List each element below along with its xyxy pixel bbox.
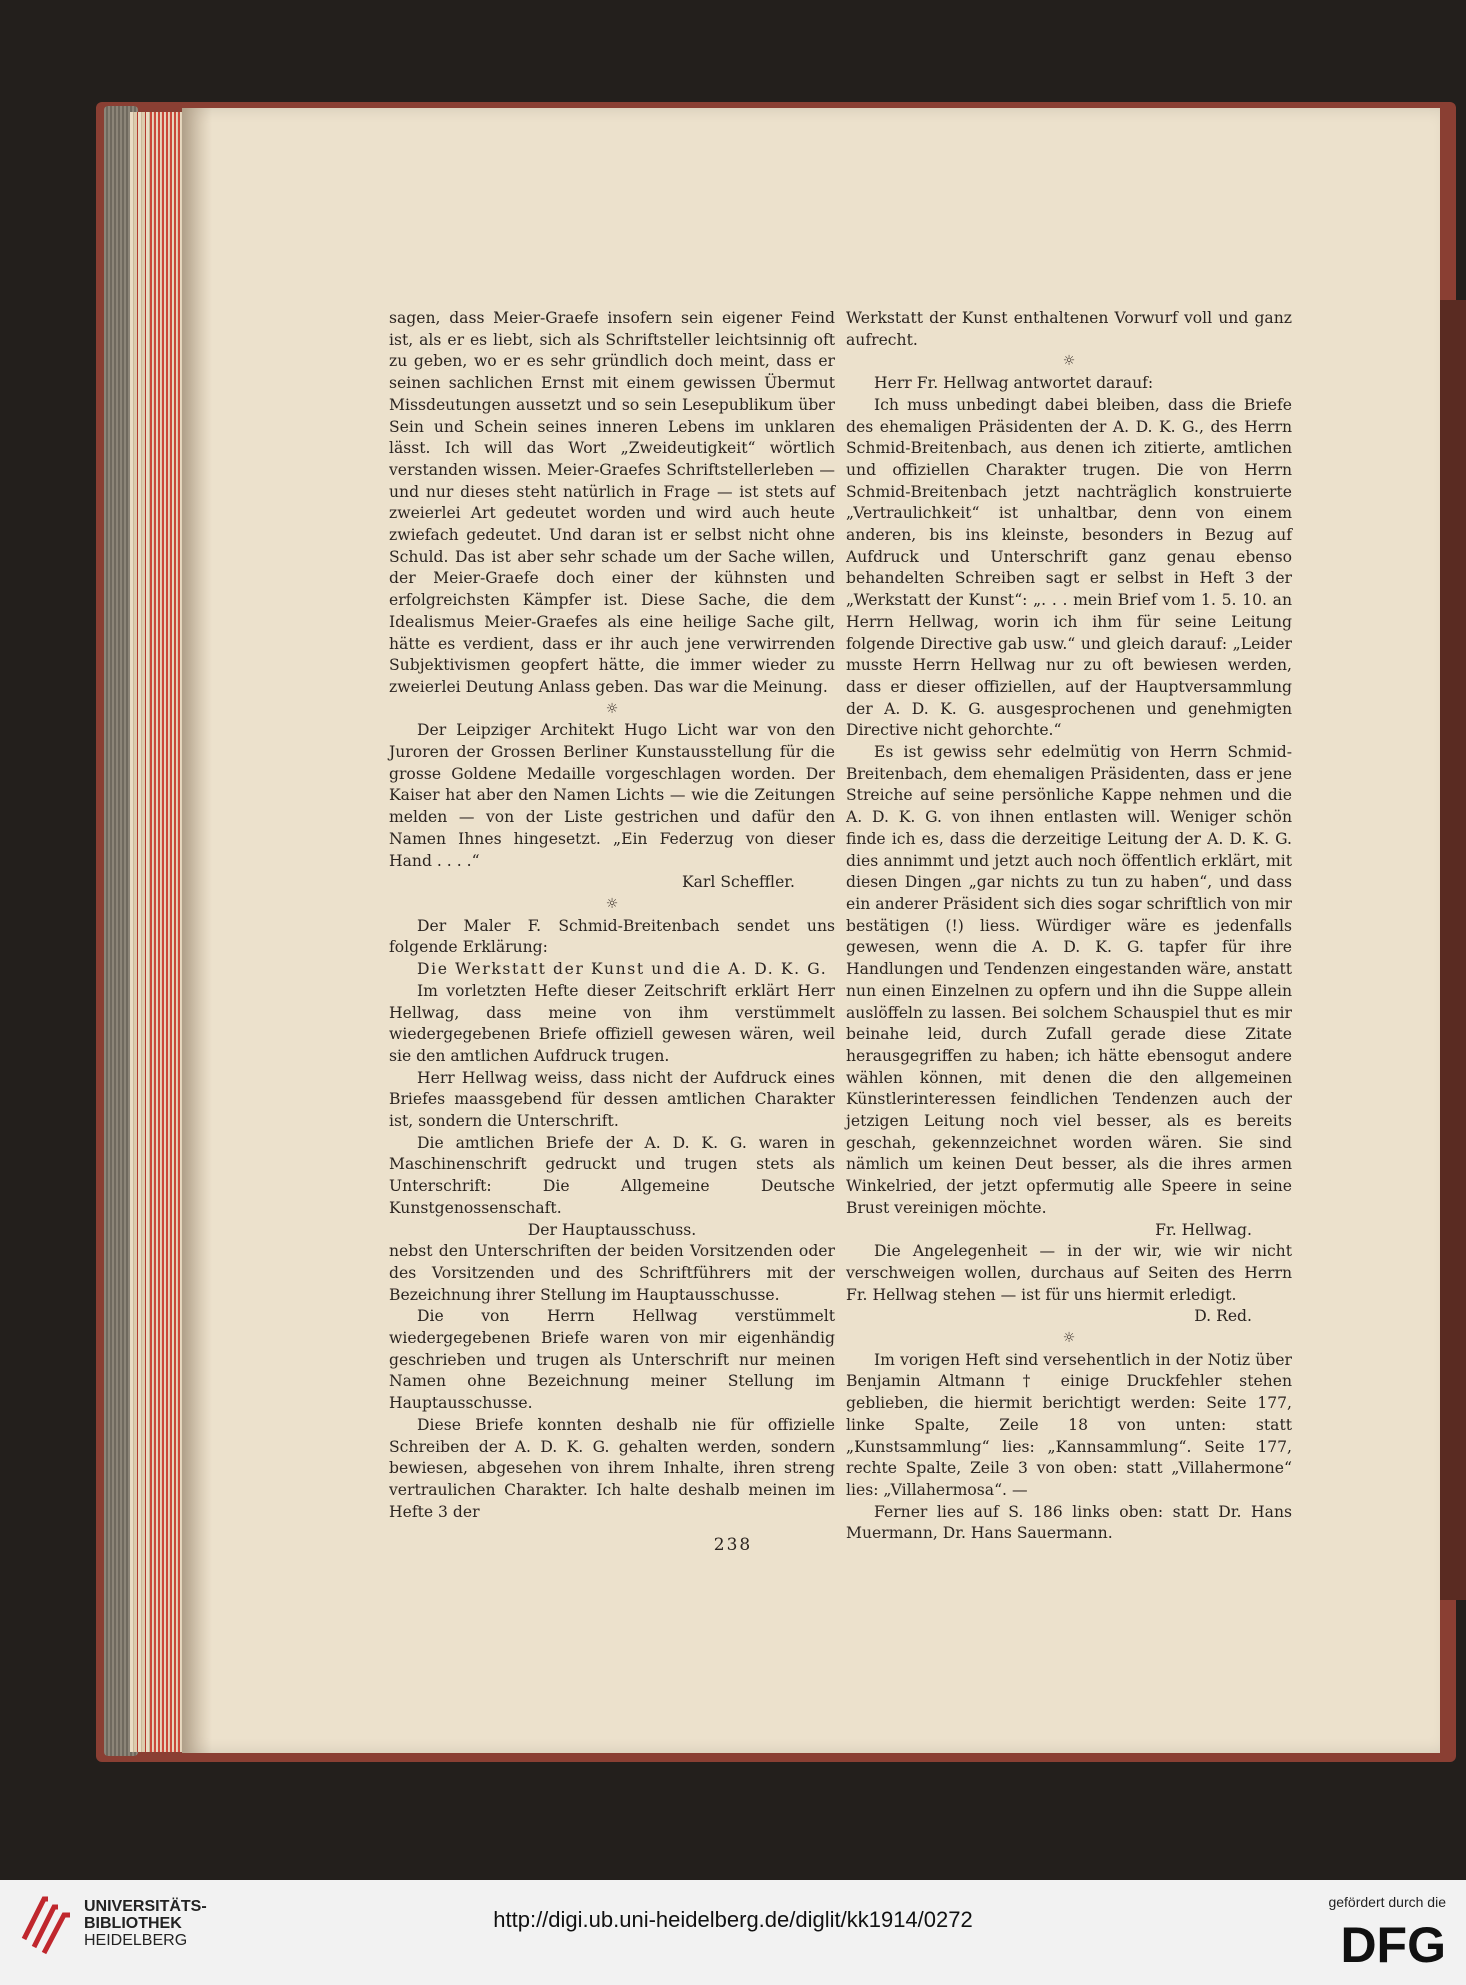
paragraph: Die von Herrn Hellwag verstümmelt wiedergegebenen Briefe waren von mir eigenhändig geschrieben und trugen als Unterschrift nur meinen Namen ohne Bezeichnung meiner Stellung im Hauptausschusse.: [389, 1307, 835, 1413]
paragraph: Die Werkstatt der Kunst und die A. D. K. G.: [417, 960, 828, 979]
paragraph: Ich muss unbedingt dabei bleiben, dass die Briefe des ehemaligen Präsidenten der A. D. K. G., des Herrn Schmid-Breitenbach, aus denen ich zitierte, amtlichen und offiziellen Charakter trugen. Die von Herrn Schmid-Breitenbach jetzt nachträglich konstruierte „Vertraulichkeit“ ist unhaltbar, denn von einem anderen, bis ins kleinste, besonders in Bezug auf Aufdruck und Unterschrift ganz genau ebenso behandelten Schreiben sagt er selbst in Heft 3 der „Werkstatt der Kunst“: „. . . mein Brief vom 1. 5. 10. an Herrn Hellwag, worin ich ihm für seine Leitung folgende Directive gab usw.“ und gleich darauf: „Leider musste Herrn Hellwag nur zu oft bewiesen werden, dass er dieser offiziellen, auf der Hauptversammlung der A. D. K. G. ausgesprochenen und genehmigten Directive nicht gehorchte.“: [846, 395, 1292, 740]
library-name-line-3: HEIDELBERG: [84, 1932, 188, 1949]
section-divider-star-icon: ☼: [1062, 1330, 1076, 1347]
page-number: 238: [713, 1535, 753, 1555]
paragraph: Der Hauptausschuss.: [527, 1220, 697, 1239]
right-text-column: [846, 308, 1292, 1545]
paragraph: Der Leipziger Architekt Hugo Licht war von den Juroren der Grossen Berliner Kunstausstellung für die grosse Goldene Medaille vorgeschlagen worden. Der Kaiser hat aber den Namen Lichts — wie die Zeitungen melden — von der Liste gestrichen und dafür den Namen Ihnes hingesetzt. „Ein Federzug von dieser Hand . . . .“: [389, 721, 835, 870]
paragraph: Der Maler F. Schmid-Breitenbach sendet uns folgende Erklärung:: [389, 916, 835, 957]
paragraph: Karl Scheffler.: [681, 873, 795, 892]
paragraph: sagen, dass Meier-Graefe insofern sein eigener Feind ist, als er es liebt, sich als Schriftsteller leichtsinnig oft zu geben, wo er es sehr gründlich doch meint, dass er seinen sachlichen Ernst mit einem gewissen Übermut Missdeutungen aussetzt und so sein Lesepublikum über Sein und Schein seines inneren Lebens im unklaren lässt. Ich will das Wort „Zweideutigkeit“ wörtlich verstanden wissen. Meier-Graefes Schriftstellerleben — und nur dieses steht natürlich in Frage — ist stets auf zweierlei Art gedeutet worden und wird auch heute zwiefach gedeutet. Und daran ist er selbst nicht ohne Schuld. Das ist aber sehr schade um der Sache willen, der Meier-Graefe doch einer der kühnsten und erfolgreichsten Kämpfer ist. Diese Sache, die dem Idealismus Meier-Graefes als eine heilige Sache gilt, hätte es verdient, dass er ihr auch jene verwirrenden Subjektivismen geopfert hätte, die immer wieder zu zweierlei Deutung Anlass geben. Das war die Meinung.: [389, 309, 835, 696]
funding-caption: gefördert durch die: [1328, 1894, 1446, 1910]
paragraph: Im vorigen Heft sind versehentlich in der Notiz über Benjamin Altmann † einige Druckfehler stehen geblieben, die hiermit berichtigt werden: Seite 177, linke Spalte, Zeile 18 von unten: statt „Kunstsammlung“ lies: „Kannsammlung“. Seite 177, rechte Spalte, Zeile 3 von oben: statt „Villahermone“ lies: „Villahermosa“. —: [846, 1350, 1292, 1499]
next-volume-edge: [1440, 300, 1466, 1600]
paragraph: Fr. Hellwag.: [1155, 1220, 1252, 1239]
paragraph: Diese Briefe konnten deshalb nie für offizielle Schreiben der A. D. K. G. gehalten werden, sondern bewiesen, abgesehen von ihrem Inhalte, ihren streng vertraulichen Charakter. Ich halte deshalb meinen im Hefte 3 der: [389, 1415, 835, 1521]
dfg-logo-text: DFG: [1340, 1918, 1446, 1968]
paragraph: Es ist gewiss sehr edelmütig von Herrn Schmid-Breitenbach, dem ehemaligen Präsidenten, dass er jene Streiche auf seine persönliche Kappe nehmen und die A. D. K. G. von ihnen entlasten will. Weniger schön finde ich es, dass die derzeitige Leitung der A. D. K. G. dies annimmt und jetzt auch noch öffentlich erklärt, mit diesen Dingen „gar nichts zu tun zu haben“, und dass ein anderer Präsident sich dies sogar schriftlich von mir bestätigen (!) liess. Würdiger wäre es jedenfalls gewesen, wenn die A. D. K. G. tapfer für ihre Handlungen und Tendenzen eingestanden wäre, anstatt nun einen Einzelnen zu opfern und ihn die Suppe allein auslöffeln zu lassen. Bei solchem Schauspiel thut es mir beinahe leid, durch Zufall gerade diese Zitate herausgegriffen zu haben; ich hätte ebensogut andere wählen können, mit denen die den allgemeinen Künstlerinteressen feindlichen Tendenzen auch der jetzigen Leitung noch viel besser, als es bereits geschah, gekennzeichnet worden wären. Sie sind nämlich um keinen Deut besser, als die ihres armen Winkelried, der jetzt opfermutig alle Speere in seine Brust vereinigen möchte.: [846, 743, 1292, 1217]
left-text-column: [389, 308, 835, 1523]
dfg-logo-icon[interactable]: [1306, 1918, 1446, 1968]
paragraph: Die amtlichen Briefe der A. D. K. G. waren in Maschinenschrift gedruckt und trugen stets als Unterschrift: Die Allgemeine Deutsche Kunstgenossenschaft.: [389, 1133, 835, 1217]
paragraph: D. Red.: [1194, 1307, 1252, 1326]
paragraph: Herr Fr. Hellwag antwortet darauf:: [874, 374, 1154, 393]
library-name-line-2: BIBLIOTHEK: [84, 1915, 182, 1932]
section-divider-star-icon: ☼: [605, 700, 619, 717]
permalink-url[interactable]: http://digi.ub.uni-heidelberg.de/diglit/kk1914/0272: [493, 1907, 973, 1932]
paragraph: Im vorletzten Hefte dieser Zeitschrift erklärt Herr Hellwag, dass meine von ihm verstümmelt wiedergegebenen Briefe offiziell gewesen wären, weil sie den amtlichen Aufdruck trugen.: [389, 981, 835, 1065]
red-page-edges: [150, 112, 182, 1752]
paragraph: Ferner lies auf S. 186 links oben: statt Dr. Hans Muermann, Dr. Hans Sauermann.: [846, 1502, 1292, 1543]
section-divider-star-icon: ☼: [605, 895, 619, 912]
gutter-shadow: [182, 108, 212, 1753]
paragraph: Herr Hellwag weiss, dass nicht der Aufdruck eines Briefes maassgebend für dessen amtlichen Charakter ist, sondern die Unterschrift.: [389, 1068, 835, 1131]
section-divider-star-icon: ☼: [1062, 353, 1076, 370]
paragraph: Werkstatt der Kunst enthaltenen Vorwurf voll und ganz aufrecht.: [846, 309, 1292, 349]
paragraph: nebst den Unterschriften der beiden Vorsitzenden oder des Vorsitzenden und des Schriftführers mit der Bezeichnung ihrer Stellung im Hauptausschusse.: [389, 1242, 835, 1304]
paragraph: Die Angelegenheit — in der wir, wie wir nicht verschweigen wollen, durchaus auf Seiten des Herrn Fr. Hellwag stehen — ist für uns hiermit erledigt.: [846, 1242, 1292, 1304]
library-name-line-1: UNIVERSITÄTS-: [84, 1898, 207, 1915]
